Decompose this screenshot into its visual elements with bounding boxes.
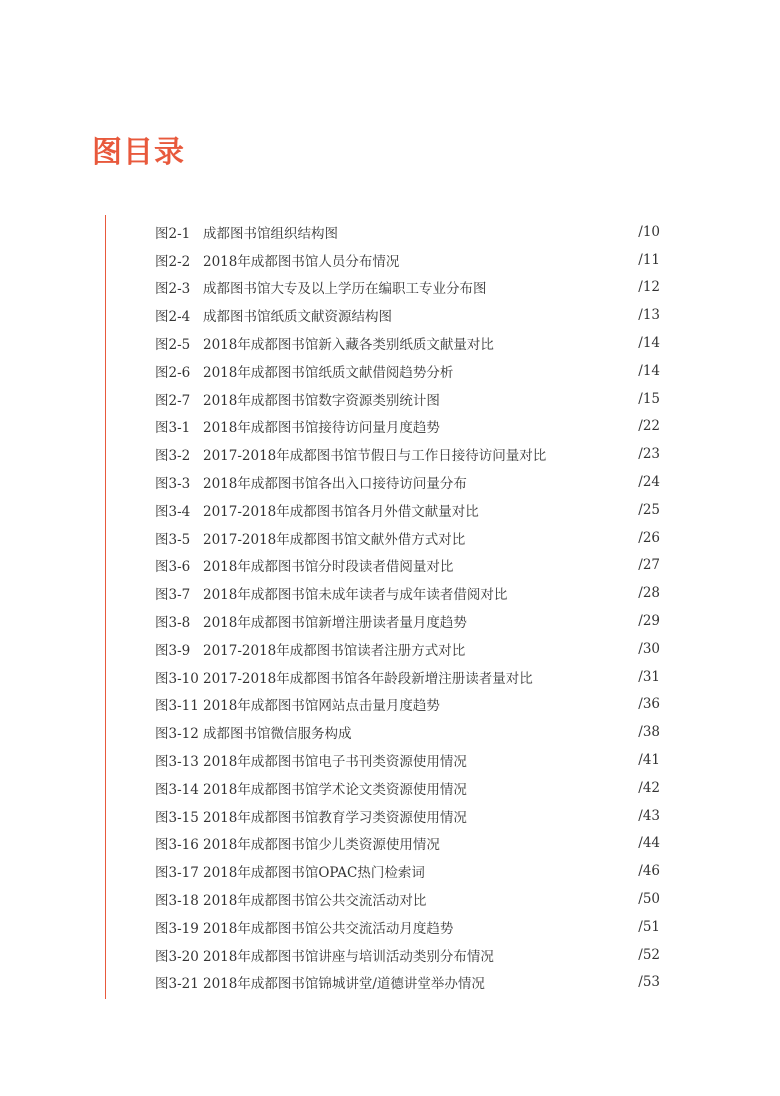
toc-entry[interactable] [155, 440, 660, 468]
toc-entry[interactable] [155, 413, 660, 441]
figure-number: 图2-4 [155, 309, 191, 326]
page-number: /53 [638, 974, 660, 991]
figure-number: 图3-4 [155, 503, 191, 520]
figure-number: 图3-13 [155, 754, 199, 771]
figure-number: 图3-18 [155, 893, 199, 910]
figure-title: 2018年成都图书馆少儿类资源使用情况 [203, 837, 440, 854]
figure-title: 2018年成都图书馆公共交流活动对比 [203, 893, 427, 910]
page-title: 图目录 [92, 135, 185, 170]
figure-title: 2018年成都图书馆锦城讲堂/道德讲堂举办情况 [203, 976, 485, 993]
figure-number: 图3-19 [155, 920, 199, 937]
figure-number: 图3-3 [155, 476, 191, 493]
page-number: /51 [638, 918, 660, 935]
figure-title: 2018年成都图书馆学术论文类资源使用情况 [203, 781, 467, 798]
figure-number: 图2-5 [155, 337, 191, 354]
figure-number: 图3-17 [155, 865, 199, 882]
page-number: /26 [638, 529, 660, 546]
toc-entry[interactable] [155, 385, 660, 413]
page-number: /12 [638, 279, 660, 296]
figure-title: 2018年成都图书馆人员分布情况 [203, 253, 400, 270]
toc-entry[interactable] [155, 607, 660, 635]
figure-title: 2018年成都图书馆接待访问量月度趋势 [203, 420, 440, 437]
toc-entry[interactable] [155, 774, 660, 802]
toc-entry[interactable] [155, 941, 660, 969]
toc-entry[interactable] [155, 635, 660, 663]
page-number: /38 [638, 724, 660, 741]
figure-number: 图3-16 [155, 837, 199, 854]
figure-number: 图3-6 [155, 559, 191, 576]
toc-entry[interactable] [155, 663, 660, 691]
figure-title: 2017-2018年成都图书馆各年龄段新增注册读者量对比 [203, 670, 533, 687]
figure-number: 图3-11 [155, 698, 199, 715]
figure-number: 图3-2 [155, 448, 191, 465]
toc-entry[interactable] [155, 718, 660, 746]
page-number: /42 [638, 779, 660, 796]
page-number: /43 [638, 807, 660, 824]
page-number: /23 [638, 446, 660, 463]
figure-title: 成都图书馆纸质文献资源结构图 [203, 309, 392, 326]
figure-number: 图3-20 [155, 948, 199, 965]
figure-title: 2018年成都图书馆新增注册读者量月度趋势 [203, 615, 467, 632]
toc-entry[interactable] [155, 969, 660, 997]
figure-title: 2018年成都图书馆未成年读者与成年读者借阅对比 [203, 587, 508, 604]
figure-number: 图3-10 [155, 670, 199, 687]
toc-entry[interactable] [155, 802, 660, 830]
figure-number: 图3-21 [155, 976, 199, 993]
page-number: /31 [638, 668, 660, 685]
figure-title: 2018年成都图书馆公共交流活动月度趋势 [203, 920, 454, 937]
page-number: /52 [638, 946, 660, 963]
page-number: /14 [638, 362, 660, 379]
page-number: /29 [638, 613, 660, 630]
figure-list [155, 218, 660, 996]
page-number: /10 [638, 223, 660, 240]
figure-number: 图3-9 [155, 642, 191, 659]
toc-entry[interactable] [155, 274, 660, 302]
figure-title: 2018年成都图书馆讲座与培训活动类别分布情况 [203, 948, 494, 965]
toc-entry[interactable] [155, 885, 660, 913]
figure-title: 2018年成都图书馆网站点击量月度趋势 [203, 698, 440, 715]
page-number: /46 [638, 863, 660, 880]
page-number: /14 [638, 335, 660, 352]
figure-number: 图3-7 [155, 587, 191, 604]
figure-title: 成都图书馆大专及以上学历在编职工专业分布图 [203, 281, 487, 298]
figure-title: 2017-2018年成都图书馆节假日与工作日接待访问量对比 [203, 448, 547, 465]
toc-entry[interactable] [155, 691, 660, 719]
toc-entry[interactable] [155, 579, 660, 607]
page-number: /28 [638, 585, 660, 602]
page-number: /36 [638, 696, 660, 713]
figure-number: 图2-3 [155, 281, 191, 298]
page-number: /22 [638, 418, 660, 435]
page-number: /24 [638, 474, 660, 491]
page-number: /13 [638, 307, 660, 324]
toc-entry[interactable] [155, 301, 660, 329]
figure-number: 图3-12 [155, 726, 199, 743]
figure-title: 2018年成都图书馆OPAC热门检索词 [203, 865, 425, 882]
page-number: /27 [638, 557, 660, 574]
figure-number: 图2-7 [155, 392, 191, 409]
accent-rule [105, 215, 106, 999]
toc-entry[interactable] [155, 830, 660, 858]
toc-entry[interactable] [155, 496, 660, 524]
figure-title: 2018年成都图书馆数字资源类别统计图 [203, 392, 440, 409]
figure-title: 2017-2018年成都图书馆文献外借方式对比 [203, 531, 466, 548]
page-number: /41 [638, 752, 660, 769]
page-number: /15 [638, 390, 660, 407]
figure-number: 图3-14 [155, 781, 199, 798]
figure-title: 2017-2018年成都图书馆各月外借文献量对比 [203, 503, 479, 520]
figure-title: 2018年成都图书馆各出入口接待访问量分布 [203, 476, 467, 493]
toc-entry[interactable] [155, 468, 660, 496]
figure-title: 2018年成都图书馆纸质文献借阅趋势分析 [203, 364, 454, 381]
figure-title: 2018年成都图书馆分时段读者借阅量对比 [203, 559, 454, 576]
figure-number: 图3-15 [155, 809, 199, 826]
page-number: /44 [638, 835, 660, 852]
figure-title: 成都图书馆组织结构图 [203, 225, 338, 242]
figure-number: 图3-8 [155, 615, 191, 632]
figure-title: 成都图书馆微信服务构成 [203, 726, 352, 743]
figure-number: 图3-5 [155, 531, 191, 548]
figure-title: 2018年成都图书馆电子书刊类资源使用情况 [203, 754, 467, 771]
page-number: /50 [638, 891, 660, 908]
figure-number: 图2-6 [155, 364, 191, 381]
figure-number: 图2-2 [155, 253, 191, 270]
page-number: /30 [638, 640, 660, 657]
toc-entry[interactable] [155, 552, 660, 580]
figure-title: 2017-2018年成都图书馆读者注册方式对比 [203, 642, 466, 659]
figure-title: 2018年成都图书馆新入藏各类别纸质文献量对比 [203, 337, 494, 354]
toc-entry[interactable] [155, 913, 660, 941]
toc-entry[interactable] [155, 329, 660, 357]
page-number: /11 [638, 251, 660, 268]
toc-entry[interactable] [155, 357, 660, 385]
toc-entry[interactable] [155, 524, 660, 552]
page-number: /25 [638, 501, 660, 518]
toc-entry[interactable] [155, 246, 660, 274]
toc-entry[interactable] [155, 857, 660, 885]
figure-number: 图3-1 [155, 420, 191, 437]
toc-entry[interactable] [155, 218, 660, 246]
toc-entry[interactable] [155, 746, 660, 774]
figure-number: 图2-1 [155, 225, 191, 242]
figure-title: 2018年成都图书馆教育学习类资源使用情况 [203, 809, 467, 826]
